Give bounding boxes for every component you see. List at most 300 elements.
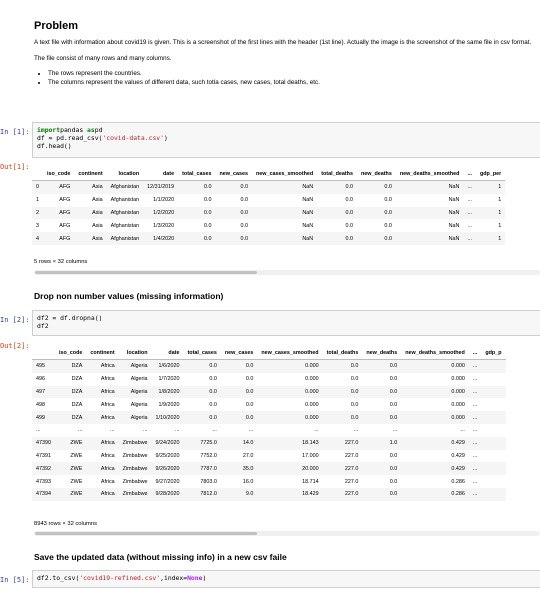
column-header: ... (469, 346, 482, 360)
table-cell: 0.0 (389, 478, 398, 485)
table-cell: 0.000 (257, 411, 322, 424)
code-line (37, 134, 536, 142)
table-row (32, 194, 505, 207)
table-cell (481, 450, 505, 463)
table-cell: 0.0 (184, 411, 221, 424)
table-cell: 0.0 (357, 207, 396, 220)
intro-paragraph-2: The file consist of many rows and many columns. (34, 55, 172, 62)
table-cell: ... (472, 427, 478, 434)
table-cell: Africa (86, 411, 118, 424)
column-header: iso_code (55, 346, 86, 360)
column-header (32, 346, 55, 360)
table-cell: 7725.0 (184, 437, 221, 450)
table-cell: 16.0 (242, 478, 254, 485)
table-cell: 18.714 (302, 478, 319, 485)
table-cell: 0.0 (323, 386, 363, 399)
table-cell: 7752.0 (200, 452, 217, 459)
table-cell: 0.000 (257, 360, 322, 373)
bullet-item: • The rows represent the countries. (48, 69, 540, 78)
table-cell: AFG (59, 197, 71, 204)
table-cell: 17.000 (302, 452, 319, 459)
row-index: 47392 (32, 462, 55, 475)
table-cell (481, 488, 505, 501)
table-row (32, 411, 506, 424)
table-cell: NaN (448, 197, 460, 204)
table-cell: NaN (448, 222, 460, 229)
table-cell: 9.0 (221, 488, 257, 501)
table-cell: 9/28/2020 (152, 488, 184, 501)
table-cell: 0.0 (245, 376, 254, 383)
row-index: 47390 (32, 437, 55, 450)
row-index: 47393 (36, 478, 51, 485)
table-cell: 227.0 (344, 452, 359, 459)
code-token: as (87, 126, 95, 134)
table-cell: 0.0 (215, 181, 251, 194)
table-cell: Africa (86, 488, 118, 501)
table-row (32, 207, 505, 220)
table-cell: 0.0 (215, 232, 251, 245)
table-row (32, 475, 506, 488)
table-cell: 227.0 (323, 462, 363, 475)
table-cell: Asia (74, 207, 106, 220)
table-cell: 0.0 (323, 411, 363, 424)
column-header: gdp_p (481, 346, 505, 360)
code-token: pd (94, 126, 103, 134)
table-cell: ... (467, 222, 472, 229)
code-token: ,index= (160, 574, 188, 582)
table-cell: 0.0 (178, 181, 215, 194)
column-header: new_cases (215, 167, 251, 181)
table-cell: ... (143, 427, 148, 434)
table-cell: ZWE (70, 452, 83, 459)
table-cell: Algeria (119, 360, 152, 373)
table-cell: 0.0 (215, 207, 251, 220)
row-index: 499 (32, 411, 55, 424)
table-cell: 0.0 (178, 207, 215, 220)
table-cell: 0.286 (451, 478, 465, 485)
table-cell: 0.0 (384, 222, 392, 229)
table-cell: 1 (498, 222, 502, 229)
table-cell: 0.0 (317, 232, 357, 245)
table-cell: 9/25/2020 (155, 452, 180, 459)
row-index: 495 (32, 360, 55, 373)
code-token: ) (202, 574, 207, 582)
table-cell: ... (467, 197, 472, 204)
table-cell: DZA (55, 411, 86, 424)
table-cell: 0.0 (362, 411, 401, 424)
table-cell: 0.0 (323, 360, 363, 373)
table-cell: ... (463, 207, 476, 220)
table-cell: 0.0 (345, 222, 353, 229)
table-cell: 0.429 (401, 437, 469, 450)
code-cell-1[interactable] (32, 122, 540, 158)
table-cell: 227.0 (323, 437, 363, 450)
table-cell (481, 424, 505, 437)
dataframe-shape-1: 5 rows × 32 columns (34, 259, 88, 265)
table-cell: ... (175, 427, 180, 434)
table-row (32, 373, 506, 386)
table-cell: 1/9/2020 (158, 401, 180, 408)
table-cell: 0.0 (245, 401, 254, 408)
table-cell: 0.000 (257, 386, 322, 399)
column-header: continent (86, 346, 118, 360)
horizontal-scrollbar-2[interactable] (34, 531, 540, 536)
table-cell: ... (469, 360, 482, 373)
column-header: total_deaths (323, 346, 363, 360)
table-cell: 0.0 (357, 181, 396, 194)
table-cell: 1/10/2020 (152, 411, 184, 424)
table-cell: Afghanistan (110, 222, 140, 229)
table-cell: AFG (43, 207, 74, 220)
table-cell: 7787.0 (184, 462, 221, 475)
table-cell: ... (469, 386, 482, 399)
table-row (32, 398, 506, 411)
table-cell: 0.0 (203, 197, 212, 204)
table-row (32, 386, 506, 399)
table-cell (481, 360, 505, 373)
table-cell: 0.0 (357, 232, 396, 245)
table-cell: ZWE (55, 462, 86, 475)
table-cell: ZWE (70, 478, 83, 485)
code-token: None (187, 574, 203, 582)
table-cell: 0.0 (240, 222, 248, 229)
table-cell: Zimbabwe (119, 488, 152, 501)
table-cell: ... (472, 478, 478, 485)
problem-heading: Problem (34, 20, 79, 32)
dataframe-table (32, 346, 506, 501)
table-cell: ZWE (55, 437, 86, 450)
table-cell (481, 462, 505, 475)
table-cell: ... (472, 376, 478, 383)
table-cell: Africa (100, 376, 115, 383)
code-line (37, 322, 536, 330)
table-cell: Africa (86, 386, 118, 399)
table-cell: 0.0 (362, 462, 401, 475)
table-cell: NaN (252, 232, 317, 245)
column-header: date (143, 167, 178, 181)
table-cell: ... (463, 181, 476, 194)
table-cell: NaN (302, 222, 314, 229)
table-cell: 0.0 (362, 360, 401, 373)
section-heading-dropna: Drop non number values (missing information) (34, 291, 224, 301)
column-header (32, 167, 43, 181)
code-token: 'covid-data.csv' (102, 134, 164, 143)
table-cell: 0.0 (317, 181, 357, 194)
table-cell: Algeria (119, 386, 152, 399)
row-index: 3 (36, 222, 39, 229)
table-cell: 0.0 (389, 376, 398, 383)
row-index: ... (36, 427, 41, 434)
table-cell: 0.0 (389, 401, 398, 408)
table-cell: 1/6/2020 (152, 360, 184, 373)
intro-bullet-list (34, 69, 540, 87)
table-cell: 0.0 (345, 197, 353, 204)
table-cell: Algeria (119, 411, 152, 424)
table-cell (481, 373, 505, 386)
table-cell: DZA (71, 401, 83, 408)
column-header: new_deaths_smoothed (401, 346, 469, 360)
row-index: 2 (32, 207, 43, 220)
code-token: df2 = df.dropna() (37, 314, 103, 322)
table-cell: 0.0 (221, 386, 257, 399)
markdown-section-3 (34, 553, 540, 562)
table-cell: ... (460, 427, 465, 434)
code-line (37, 126, 536, 134)
table-cell: Asia (74, 181, 106, 194)
input-prompt-1: In [1]: (0, 128, 30, 136)
table-cell: 227.0 (323, 488, 363, 501)
table-cell: 1 (476, 207, 505, 220)
table-cell: 0.000 (451, 376, 465, 383)
table-cell: 0.0 (350, 401, 359, 408)
table-cell: 0.0 (221, 411, 257, 424)
table-cell: 1 (476, 181, 505, 194)
table-cell: Zimbabwe (122, 478, 148, 485)
table-cell (481, 398, 505, 411)
row-index: 498 (36, 401, 45, 408)
table-cell: 14.0 (221, 437, 257, 450)
table-cell: Zimbabwe (119, 437, 152, 450)
column-header: date (152, 346, 184, 360)
table-cell: NaN (396, 232, 464, 245)
table-cell: DZA (55, 386, 86, 399)
row-index: 496 (36, 376, 45, 383)
table-cell: 0.000 (305, 401, 319, 408)
table-cell: ... (472, 401, 478, 408)
table-cell: 0.0 (384, 197, 392, 204)
code-token: df2 (37, 322, 49, 331)
table-cell: Asia (92, 197, 103, 204)
code-line (37, 314, 536, 322)
table-cell: DZA (71, 376, 83, 383)
table-row (32, 219, 505, 232)
intro-paragraph-1: A text file with information about covid19 is given. This is a screenshot of the first lines with the header (1st line). Actually the image is the screenshot of the same file in csv format. (34, 39, 532, 46)
code-token: 'covid19-refined.csv' (79, 574, 161, 582)
table-cell: 0.0 (178, 232, 215, 245)
table-cell: NaN (396, 207, 464, 220)
table-row (32, 437, 506, 450)
table-cell: 0.0 (362, 488, 401, 501)
table-cell: ... (314, 427, 319, 434)
bullet-item: • The columns represent the values of different data, such totla cases, new cases, total deaths, etc. (48, 78, 540, 87)
table-cell: NaN (396, 181, 464, 194)
code-line (37, 574, 536, 582)
table-cell: 7812.0 (184, 488, 221, 501)
table-cell: Africa (100, 452, 115, 459)
column-header: new_deaths (357, 167, 396, 181)
table-cell: Africa (86, 462, 118, 475)
table-cell: Africa (86, 437, 118, 450)
table-cell: 0.000 (401, 411, 469, 424)
table-cell: 9/26/2020 (152, 462, 184, 475)
column-header: total_cases (178, 167, 215, 181)
table-cell: 0.000 (401, 386, 469, 399)
table-cell: ... (77, 427, 83, 434)
table-cell: 18.429 (257, 488, 322, 501)
table-cell: 12/31/2019 (143, 181, 178, 194)
table-cell: Algeria (130, 376, 148, 383)
table-cell: ... (463, 232, 476, 245)
output-prompt-1: Out[1]: (0, 163, 30, 171)
table-cell: 0.0 (209, 376, 217, 383)
code-token: df2.to_csv( (37, 574, 80, 582)
table-cell: ... (212, 427, 217, 434)
code-cell-2[interactable] (32, 310, 540, 336)
code-token: df = pd.read_csv( (37, 134, 103, 143)
table-cell: 0.000 (451, 401, 465, 408)
column-header: total_deaths (317, 167, 357, 181)
table-cell: 1 (476, 232, 505, 245)
table-cell: 18.143 (257, 437, 322, 450)
table-cell: 1.0 (362, 437, 401, 450)
table-cell: 0.0 (221, 360, 257, 373)
code-token: ) (163, 134, 168, 143)
table-row (32, 232, 505, 245)
table-cell: 1/2/2020 (143, 207, 178, 220)
table-cell: 1/7/2020 (158, 376, 180, 383)
table-cell: Africa (86, 360, 118, 373)
table-cell: 1/8/2020 (152, 386, 184, 399)
row-index: 0 (32, 181, 43, 194)
table-cell: ... (469, 437, 482, 450)
code-line (37, 142, 536, 150)
table-cell: 1/4/2020 (143, 232, 178, 245)
row-index: 4 (32, 232, 43, 245)
column-header: iso_code (43, 167, 74, 181)
table-cell: ... (469, 462, 482, 475)
table-row (32, 360, 506, 373)
column-header: continent (74, 167, 106, 181)
table-cell: 0.0 (362, 386, 401, 399)
table-cell: Algeria (130, 401, 148, 408)
table-cell: Asia (74, 232, 106, 245)
section-heading-save: Save the updated data (without missing info) in a new csv faile (34, 552, 287, 562)
table-cell: ... (392, 427, 398, 434)
table-cell: Afghanistan (110, 197, 140, 204)
table-row (32, 462, 506, 475)
table-cell: 27.0 (242, 452, 254, 459)
table-cell: ... (472, 452, 478, 459)
table-cell: NaN (252, 181, 317, 194)
column-header: new_cases_smoothed (252, 167, 317, 181)
horizontal-scrollbar-1[interactable] (34, 270, 540, 275)
table-cell: ... (353, 427, 359, 434)
table-row (32, 450, 506, 463)
table-cell: 0.0 (184, 386, 221, 399)
table-cell: ... (469, 488, 482, 501)
code-token: df.head() (37, 142, 72, 151)
row-index: 1 (36, 197, 39, 204)
table-row (32, 488, 506, 501)
table-cell: Afghanistan (107, 207, 143, 220)
header-row (32, 167, 505, 181)
table-row (32, 424, 506, 437)
row-index: 497 (32, 386, 55, 399)
table-cell (481, 437, 505, 450)
table-cell: NaN (302, 197, 314, 204)
dataframe-output-2 (32, 346, 540, 514)
table-cell: Zimbabwe (122, 452, 148, 459)
table-cell: 227.0 (344, 478, 359, 485)
table-cell: ZWE (55, 488, 86, 501)
table-cell: 1/3/2020 (153, 222, 175, 229)
header-row (32, 346, 506, 360)
table-cell: ... (469, 411, 482, 424)
table-cell: Africa (100, 401, 115, 408)
output-prompt-2: Out[2]: (0, 342, 30, 350)
table-cell: Asia (92, 222, 103, 229)
table-cell: 20.000 (257, 462, 322, 475)
table-row (32, 181, 505, 194)
table-cell: 0.429 (401, 462, 469, 475)
table-cell: ... (248, 427, 254, 434)
table-cell: 0.0 (240, 197, 248, 204)
table-cell: Afghanistan (107, 181, 143, 194)
table-cell: 9/27/2020 (155, 478, 180, 485)
column-header: location (119, 346, 152, 360)
table-cell (481, 386, 505, 399)
code-cell-5[interactable] (32, 570, 540, 588)
table-cell: AFG (59, 222, 71, 229)
dataframe-shape-2: 8943 rows × 32 columns (34, 521, 97, 527)
table-cell: AFG (43, 181, 74, 194)
column-header: new_cases_smoothed (257, 346, 322, 360)
markdown-section-2 (34, 292, 540, 301)
column-header: location (107, 167, 143, 181)
table-cell: 35.0 (221, 462, 257, 475)
table-cell: 0.000 (401, 360, 469, 373)
table-cell: 0.000 (305, 376, 319, 383)
table-cell: DZA (55, 360, 86, 373)
column-header: new_cases (221, 346, 257, 360)
table-cell: Africa (100, 478, 115, 485)
table-cell: AFG (43, 232, 74, 245)
column-header: new_deaths_smoothed (396, 167, 464, 181)
column-header: total_cases (184, 346, 221, 360)
row-index: 47391 (36, 452, 51, 459)
table-cell (481, 411, 505, 424)
table-cell: Zimbabwe (119, 462, 152, 475)
dataframe-table (32, 167, 505, 245)
table-cell: 0.286 (401, 488, 469, 501)
table-cell: NaN (252, 207, 317, 220)
input-prompt-2: In [2]: (0, 316, 30, 324)
dataframe-output-1 (32, 167, 540, 252)
markdown-intro (34, 22, 540, 87)
table-cell: 0.0 (317, 207, 357, 220)
table-cell: 0.429 (451, 452, 465, 459)
code-token: pandas (60, 126, 88, 134)
table-cell: ... (110, 427, 115, 434)
table-cell: Afghanistan (107, 232, 143, 245)
table-cell: 0.0 (209, 401, 217, 408)
code-token: import (37, 126, 61, 134)
table-cell: 0.0 (203, 222, 212, 229)
table-cell (481, 475, 505, 488)
table-cell: 0.0 (184, 360, 221, 373)
column-header: ... (463, 167, 476, 181)
table-cell: 9/24/2020 (152, 437, 184, 450)
column-header: new_deaths (362, 346, 401, 360)
table-cell: 1/1/2020 (153, 197, 175, 204)
table-cell: 0.0 (389, 452, 398, 459)
row-index: 47394 (32, 488, 55, 501)
column-header: gdp_per (476, 167, 505, 181)
table-cell: 0.0 (350, 376, 359, 383)
input-prompt-5: In [5]: (0, 576, 30, 584)
table-cell: 1 (498, 197, 502, 204)
table-cell: 7803.0 (200, 478, 217, 485)
